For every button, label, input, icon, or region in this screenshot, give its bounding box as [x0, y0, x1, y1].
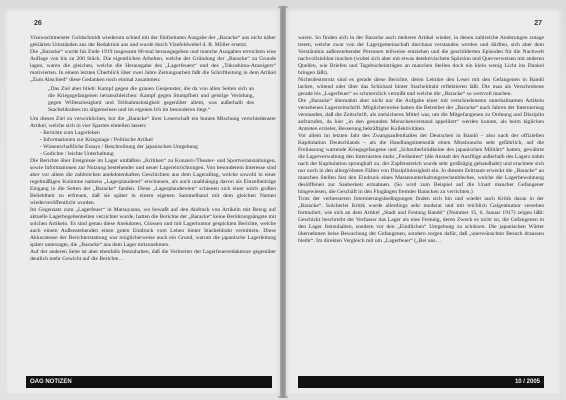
- left-text-column: [30, 35, 276, 365]
- left-page: [4, 8, 280, 396]
- right-page-number: 27: [534, 20, 542, 27]
- list-item: - Gedichte / leichte Unterhaltung: [40, 151, 276, 158]
- list-item: - Berichte zum Lagerleben: [40, 130, 276, 137]
- paragraph: Um dieses Ziel zu verwirklichen, bot die „Baracke“ ihrer Leserschaft ein buntes Mischung verschiedenster Artikel, welche sich in vier Sparten einteilen lassen:: [30, 116, 276, 130]
- right-footer-bar: 10 / 2005: [298, 376, 544, 388]
- left-page-number: 26: [34, 20, 42, 27]
- paragraph: Vizewachtmeister Goldschmidt wiederum schied mit der fünfzehnten Ausgabe der „Baracke“ aus nicht näher geklärten Umständen aus der Redaktion aus und wurde durch Vizefeldwebel d. R. Möller ersetzt.: [30, 35, 276, 49]
- right-text-column: [298, 35, 544, 365]
- block-quote: „Das Ziel aber blieb: Kampf gegen die grauen Gespenster, die da von allen Seiten sich an die Kriegsgefangenen heranschleichen: Kampf gegen Stumpfheit und geistige Verödung, gegen Willenslosigkeit und Teilnahmslosigkeit gegenüber allem, was außerhalb des Stacheldrahtes im allgemeinen und im eigenen Ich im besonderen liegt.“: [48, 86, 254, 114]
- paragraph: waren. So finden sich in der Baracke auch mehrere Artikel wieder, in denen zahlreiche Anderungen zutage treten, welche zwar von der Lagergemeinschaft durchaus verstanden werden und dürften, sich aber dem Verständnis außenstehender Personen teilweise entziehen und die geschilderten Episoden für die Nachwelt nachvollziehbar machen (wobei sich aber mit etwas detektivischem Spürsinn und Querverweisen mit anderen Quellen, wie Briefen und Tagebucheinträgen an manchen Stellen doch ein klein wenig Licht ins Dunkel bringen läßt).: [298, 35, 544, 77]
- paragraph: Auf der anderen Seite ist aber ebenfalls festzuhalten, daß die Verbreiter der Lagerfeuerredakteure gegenüber deutlich mehr Gewicht auf die Berichte…: [30, 249, 276, 263]
- paragraph: Die „Baracke“ wurde bis Ende 1919 insgesamt 86-mal herausgegeben und manche Ausgaben erreichten eine Auflage von bis zu 200 Stück. Die eigentlichen Arbeiten, welche der Gründung der „Baracke“ zu Grunde lagen, waren die gleichen, welche die Herausgabe des „Lagerfeuers“ und des „Tokushima-Anzeigers“ motivierten. In einem letzten Überblick über zwei Jahre Zeitungsarbeit faßt die Schriftleitung in dem Artikel „Zum Abschied“ diese Gedanken noch einmal zusammen:: [30, 49, 276, 84]
- right-page: [286, 8, 562, 396]
- left-footer-bar: OAG NOTIZEN: [26, 376, 272, 388]
- list-item: - Informationen zur Kriegslage / Politische Artikel: [40, 137, 276, 144]
- paragraph: Die „Baracke“ übernahm aber nicht nur die Aufgabe einer mit verschiedensten unterhaltsamen Artikeln versehenen Lagerzeitschrift. Möglicherweise hatten die Betreiber der „Baracke“ nach Jahren der Internierung verstanden, daß die Zeitschrift, als zielsicheres Mittel war, um die Mitgefangenen zu Ordnung und Disziplin aufzurufen, da hier „in den gesunden Menschenverstand appelliert“ werden konnte, als beim täglichen Antreten erzieler, Besserung bekräftigter Kollektivitäten.: [298, 98, 544, 133]
- paragraph: Im Gegensatz zum „Lagerfeuer“ in Matsuyama, wo bewußt auf den Abdruck von Artikeln mit Bezug auf aktuelle Lagerbegebenheiten verzichtet wurde, hatten die Berichte der „Baracke“ keine Berührungsängste mit solchen Artikeln. Es sind genau diese Anekdoten, Glossen und mit Lagerhumor gespickten Berichte, welche auch einem Außenstehenden einen guten Eindruck vom Leben hinter Stacheldraht vermitteln. Diese Akkuratesse der Berichterstattung war möglicherweise auch ein Grund, warum die japanische Lagerleitung später untersagte, die „Baracke“ aus dem Lager mitzunehmen.: [30, 207, 276, 249]
- category-list: [30, 130, 276, 158]
- list-item: - Wissenschaftliche Essays / Beschreibung der japanischen Umgebung: [40, 144, 276, 151]
- paragraph: Die Berichte über Ereignisse im Lager umfaßten „Kritiken“ zu Konzert-/Theater- und Sportveranstaltungen, sowie Informationen zur Nutzung bestehender und neuer Lagereinrichtungen. Von besonderem Interesse sind aber vor allem die zahlreichen anekdotenhaften Geschichten aus dem Lageralltag, welche sowohl in einer regelmäßigen Kolumne namens „Lagerplauderei“ erschienen, als auch unabhängig davon als Einzelbeiträge Eingang in die Seiten der „Baracke“ fanden. Diese „Lagerplaudereien“ schienen sich einer solch großen Beliebtheit zu erfreuen, daß sie später in einem eigenen Sammelband mit dem gleichen Namen wiederveröffentlicht wurden.: [30, 158, 276, 207]
- paragraph: Nichtsdestotrotz sind es gerade diese Berichte, deren Lektüre den Leser mit den Gefangenen in Bandō lachen, wütend oder über das Schicksal hinter Stacheldraht reflektieren läßt. Die man als Verschrobene gerade bis „Lagerfeuer“ so schmerzlich vermißt und welche die „Baracke“ so wertvoll machen.: [298, 77, 544, 98]
- paragraph: Trotz der verbesserten Internierungsbedingungen finden sich hin und wieder auch Kritik daran in der „Baracke“. Solcherlei Kritik wurde allerdings sehr moderat und mit reichlich Galgenhumor versehen formuliert, wie sich an dem Artikel „Stadt und Festung Bandō“ (Nummer 15, 6. Januar 1917) zeigen läßt: Geschickt beschreibt der Verfasser das Lager als eine Festung, deren Zweck es nicht ist, die Gefangenen in den Lager festzuhalten, sondern vor den „Eindlichen“ Umgebung zu schützen. Die japanischen Wärter übernehmen heise Bewachung der Gefangenen, sondern sorgen dafür, daß „unerwünschter Besuch draussen bleibt“. Im direkten Vergleich mit um „Lagerfeuer“ („Bei uns…: [298, 196, 544, 245]
- paragraph: Vor allem im letzten Jahr des Zwangsaufenthaltes der Deutschen in Bandō – also nach der offiziellen Kapitulation Deutschlands – als die Handlungsintensität einen Missbrauchs sehr gefährlich, auf die Freilassung wartende Kriegsgefangene und „Schnuberbrüdkeine des japanischen Militärs“ hatten, gewährte die Lagerverwaltung den Internierten mehr „Freiheiten“ (die Anstalt der Ausflüge außerhalb des Lagers nahm nach der Kapitulation sprunghaft zu, der Zapfenstreich wurde sehr großzügig gehandhabt) und erachtete sich nur noch in den allergröbsten Fällen von Disziplinlosigkeit ein. In diesem Zeitraum erweckt die „Baracke“ an manchen Stellen fast den Eindruck eines Massenunterhaltungsrechenbleches, welche die Lagerbewohnung desölffenen zur Sauberkeit ermahnen. (So wird zum Beispiel auf die Unart mancher Gefangener hingewiesen, die Geschäft in den Fingängen fremder Baracken zu verrichten.): [298, 133, 544, 196]
